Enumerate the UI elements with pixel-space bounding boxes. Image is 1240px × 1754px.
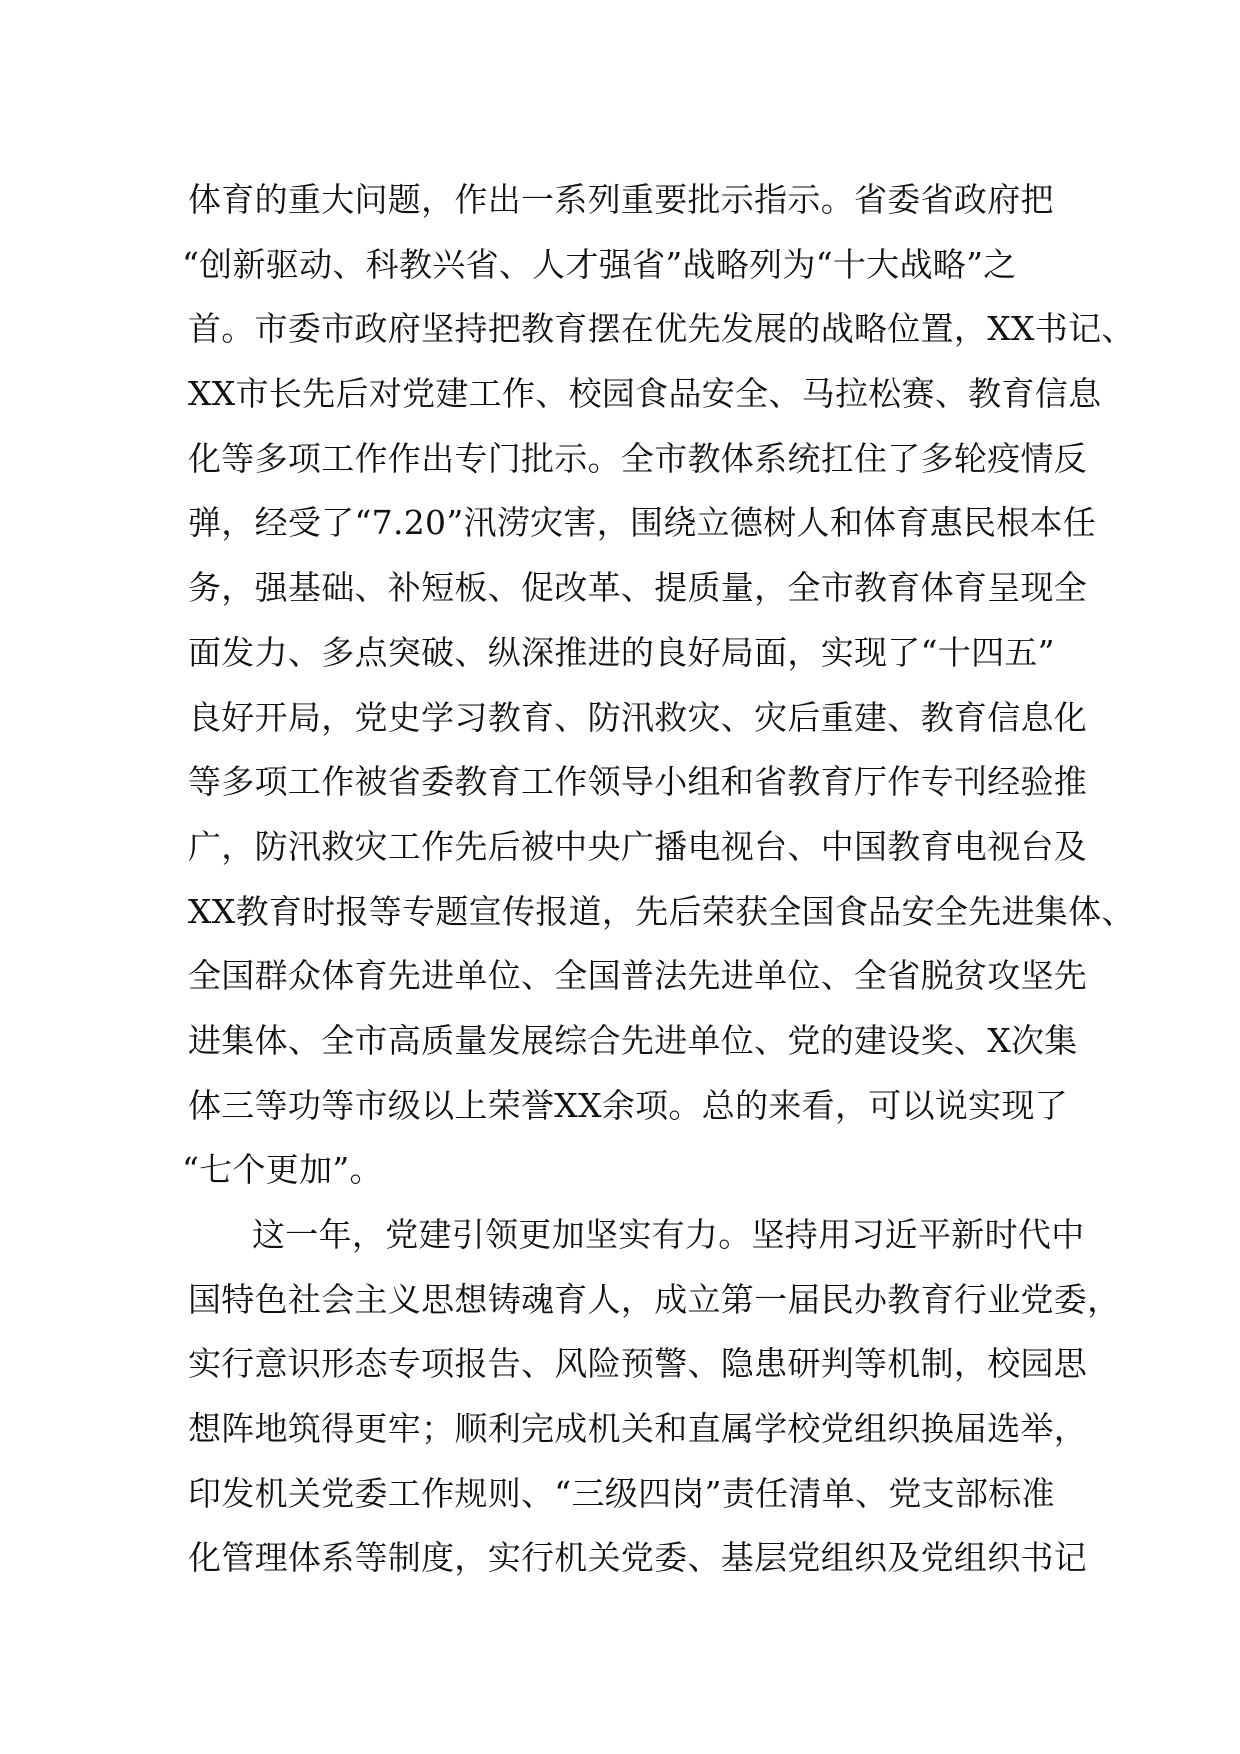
text-line: 化管理体系等制度，实行机关党委、基层党组织及党组织书记 — [188, 1538, 1088, 1578]
text-line: 进集体、全市高质量发展综合先进单位、党的建设奖、X次集 — [188, 1020, 1078, 1060]
text-line: 实行意识形态专项报告、风险预警、隐患研判等机制，校园思 — [188, 1344, 1088, 1384]
text-line: 想阵地筑得更牢；顺利完成机关和直属学校党组织换届选举， — [188, 1409, 1088, 1449]
text-line: 良好开局，党史学习教育、防汛救灾、灾后重建、教育信息化 — [188, 697, 1088, 737]
text-line: 弹，经受了“7.20”汛涝灾害，围绕立德树人和体育惠民根本任 — [188, 503, 1097, 543]
text-line: 化等多项工作作出专门批示。全市教体系统扛住了多轮疫情反 — [188, 438, 1088, 478]
text-line: “创新驱动、科教兴省、人才强省”战略列为“十大战略”之 — [182, 244, 1017, 284]
text-line: 面发力、多点突破、纵深推进的良好局面，实现了“十四五” — [188, 632, 1055, 672]
text-line: 国特色社会主义思想铸魂育人，成立第一届民办教育行业党委， — [188, 1279, 1121, 1319]
text-line: “七个更加”。 — [182, 1150, 383, 1190]
body-text — [182, 168, 1135, 1591]
text-line: 体育的重大问题，作出一系列重要批示指示。省委省政府把 — [188, 180, 1054, 219]
text-line: 等多项工作被省委教育工作领导小组和省教育厅作专刊经验推 — [188, 762, 1088, 802]
text-line: XX教育时报等专题宣传报道，先后荣获全国食品安全先进集体、 — [188, 891, 1135, 931]
text-line: 体三等功等市级以上荣誉XX余项。总的来看，可以说实现了 — [188, 1085, 1069, 1125]
text-line: 全国群众体育先进单位、全国普法先进单位、全省脱贫攻坚先 — [188, 956, 1088, 996]
text-line: 印发机关党委工作规则、“三级四岗”责任清单、党支部标准 — [188, 1473, 1055, 1513]
text-line: 首。市委市政府坚持把教育摆在优先发展的战略位置，XX书记、 — [188, 309, 1135, 349]
text-line: 务，强基础、补短板、促改革、提质量，全市教育体育呈现全 — [188, 568, 1088, 608]
paragraph-first-line: 这一年，党建引领更加坚实有力。坚持用习近平新时代中 — [252, 1215, 1085, 1254]
text-line: XX市长先后对党建工作、校园食品安全、马拉松赛、教育信息 — [188, 374, 1102, 414]
text-line: 广，防汛救灾工作先后被中央广播电视台、中国教育电视台及 — [188, 826, 1088, 866]
